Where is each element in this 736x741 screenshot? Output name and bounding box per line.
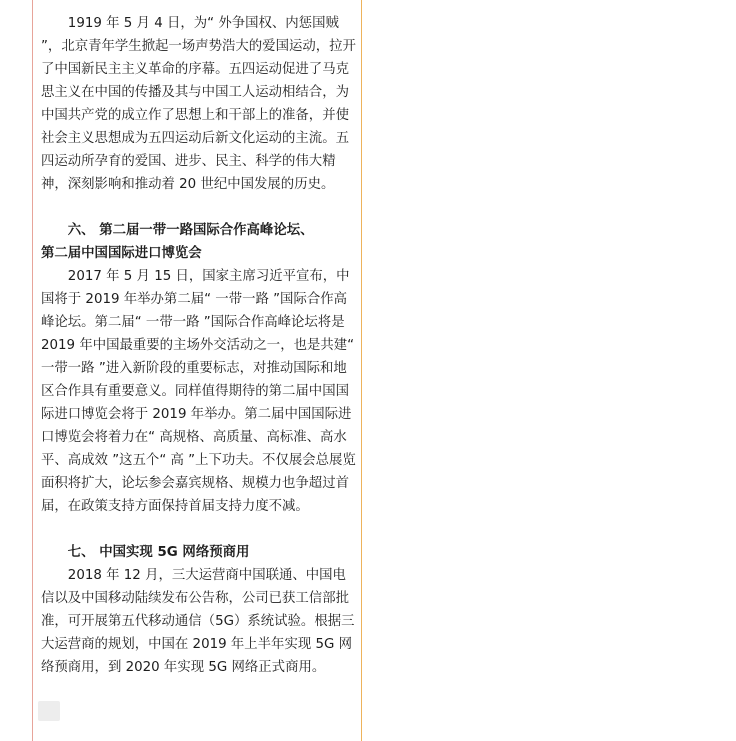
section7-paragraph: 2018 年 12 月，三大运营商中国联通、中国电信以及中国移动陆续发布公告称，公司已获工信部批准，可开展第五代移动通信（5G）系统试验。根据三大运营商的规划，中国在 2019 年上半年实现 5G 网络预商用，到 2020 年实现 5G 网络正式商用。	[41, 568, 355, 675]
section6-heading-line2: 第二届中国国际进口博览会	[41, 246, 202, 261]
text-column	[41, 12, 359, 679]
section6-heading-line1: 六、 第二届一带一路国际合作高峰论坛、	[67, 223, 314, 238]
right-margin-rule	[361, 0, 362, 741]
section7-heading: 七、 中国实现 5G 网络预商用	[67, 545, 250, 560]
section6-paragraph: 2017 年 5 月 15 日，国家主席习近平宣布，中国将于 2019 年举办第二届“ 一带一路 ”国际合作高峰论坛。第二届“ 一带一路 ”国际合作高峰论坛将是 2019 年中国最重要的主场外交活动之一，也是共建“ 一带一路 ”进入新阶段的重要标志，对推动国际和地区合作具有重要意义。同样值得期待的第二届中国国际进口博览会将于 2019 年举办。第二届中国国际进口博览会将着力在“ 高规格、高质量、高标准、高水平、高成效 ”这五个“ 高 ”上下功夫。不仅展会总展览面积将扩大，论坛参会嘉宾规格、规模力也争超过首届，在政策支持方面保持首届支持力度不减。	[41, 269, 356, 514]
left-margin-rule	[32, 0, 33, 741]
section5-paragraph: 1919 年 5 月 4 日，为“ 外争国权、内惩国贼 ”，北京青年学生掀起一场声势浩大的爱国运动，拉开了中国新民主主义革命的序幕。五四运动促进了马克思主义在中国的传播及其与中国工人运动相结合，为中国共产党的成立作了思想上和干部上的准备，并使社会主义思想成为五四运动后新文化运动的主流。五四运动所孕育的爱国、进步、民主、科学的伟大精神，深刻影响和推动着 20 世纪中国发展的历史。	[41, 16, 356, 192]
section-spacer	[41, 518, 359, 541]
page-corner-marker	[38, 701, 60, 721]
section-spacer	[41, 196, 359, 219]
